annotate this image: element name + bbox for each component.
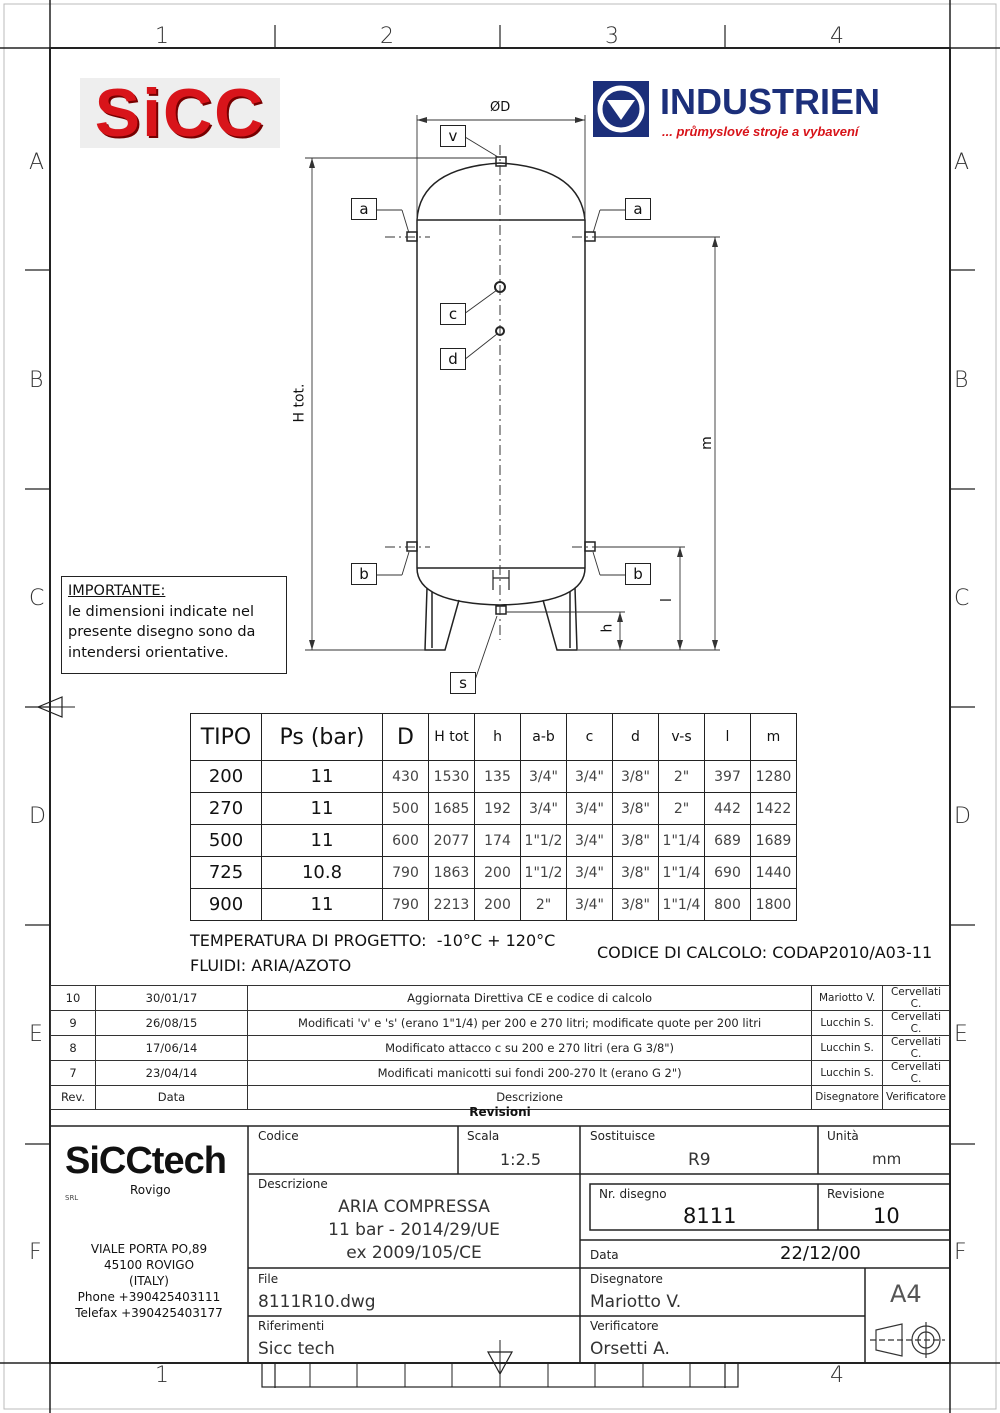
spec-cell: 3/4"	[521, 761, 567, 793]
data-value: 22/12/00	[780, 1243, 861, 1264]
zone-col-2: 2	[380, 24, 394, 49]
spec-header: H tot	[429, 714, 475, 761]
nr-disegno-label: Nr. disegno	[599, 1187, 667, 1201]
sicc-logo-text: SiCC	[94, 75, 266, 151]
spec-cell: 430	[383, 761, 429, 793]
revision-cell: Modificati manicotti sui fondi 200-270 lt (erano G 2")	[248, 1061, 812, 1086]
spec-cell: 725	[191, 857, 262, 889]
spec-header: a-b	[521, 714, 567, 761]
zone-row-a: A	[29, 150, 45, 175]
company-city: Rovigo	[130, 1183, 171, 1197]
spec-cell: 3/8"	[613, 761, 659, 793]
spec-cell: 1280	[751, 761, 797, 793]
spec-header: TIPO	[191, 714, 262, 761]
revisions-title: Revisioni	[469, 1105, 531, 1119]
address-line: VIALE PORTA PO,89	[90, 1242, 208, 1256]
spec-cell: 200	[475, 857, 521, 889]
design-temperature: TEMPERATURA DI PROGETTO: -10°C + 120°C	[190, 931, 556, 950]
nr-disegno-value: 8111	[683, 1204, 737, 1228]
revision-cell: 30/01/17	[96, 986, 248, 1011]
dim-h-tot: H tot.	[291, 383, 308, 423]
spec-cell: 500	[191, 825, 262, 857]
spec-cell: 11	[262, 761, 383, 793]
spec-cell: 1685	[429, 793, 475, 825]
spec-cell: 1"1/4	[659, 825, 705, 857]
spec-cell: 3/4"	[567, 857, 613, 889]
spec-cell: 2"	[659, 761, 705, 793]
spec-cell: 690	[705, 857, 751, 889]
address-phone: Phone +390425403111	[77, 1290, 221, 1304]
revision-cell: 9	[51, 1011, 96, 1036]
data-label: Data	[590, 1248, 619, 1262]
verificatore-value: Orsetti A.	[590, 1339, 670, 1359]
revision-header: Data	[96, 1086, 248, 1110]
spec-cell: 10.8	[262, 857, 383, 889]
riferimenti-value: Sicc tech	[258, 1339, 335, 1359]
label-b-left: b	[351, 563, 377, 585]
zone-col-4: 4	[830, 24, 844, 49]
dim-diameter: ØD	[490, 100, 511, 115]
spec-cell: 2077	[429, 825, 475, 857]
revision-header: Disegnatore	[812, 1086, 883, 1110]
projection-symbol-icon	[870, 1322, 945, 1358]
spec-cell: 3/8"	[613, 793, 659, 825]
dim-l: l	[658, 598, 675, 602]
revision-cell: Aggiornata Direttiva CE e codice di calcolo	[248, 986, 812, 1011]
revisione-label: Revisione	[827, 1187, 885, 1201]
sicctech-name: SiCCtech	[65, 1140, 226, 1182]
address-line: 45100 ROVIGO	[103, 1258, 195, 1272]
descrizione-label: Descrizione	[258, 1177, 328, 1191]
spec-cell: 200	[191, 761, 262, 793]
revisione-value: 10	[873, 1204, 900, 1228]
spec-header: Ps (bar)	[262, 714, 383, 761]
spec-cell: 900	[191, 889, 262, 921]
calculation-code: CODICE DI CALCOLO: CODAP2010/A03-11	[597, 943, 933, 962]
spec-header: d	[613, 714, 659, 761]
zone-row-b: B	[29, 368, 44, 393]
industrien-tagline: ... průmyslové stroje a vybavení	[662, 124, 859, 139]
zone-row-d-right: D	[954, 804, 971, 829]
revision-cell: Lucchin S.	[812, 1036, 883, 1061]
zone-row-a-right: A	[954, 150, 970, 175]
revision-cell: Lucchin S.	[812, 1061, 883, 1086]
spec-cell: 3/8"	[613, 857, 659, 889]
note-title: IMPORTANTE:	[68, 583, 166, 599]
revision-header: Verificatore	[883, 1086, 950, 1110]
scala-label: Scala	[467, 1129, 500, 1143]
codice-label: Codice	[258, 1129, 299, 1143]
format-value: A4	[890, 1280, 922, 1308]
spec-header: c	[567, 714, 613, 761]
spec-header: h	[475, 714, 521, 761]
descrizione-line: ex 2009/105/CE	[346, 1243, 482, 1263]
spec-header: l	[705, 714, 751, 761]
file-label: File	[258, 1272, 279, 1286]
spec-cell: 135	[475, 761, 521, 793]
revision-cell: 7	[51, 1061, 96, 1086]
spec-cell: 3/4"	[567, 825, 613, 857]
spec-cell: 11	[262, 793, 383, 825]
spec-cell: 1530	[429, 761, 475, 793]
spec-cell: 3/4"	[567, 889, 613, 921]
zone-col-1-bottom: 1	[155, 1363, 169, 1388]
label-v: v	[440, 125, 466, 147]
sostituisce-value: R9	[688, 1150, 711, 1170]
spec-cell: 1"1/4	[659, 889, 705, 921]
label-a-left: a	[351, 198, 377, 220]
spec-cell: 500	[383, 793, 429, 825]
company-address	[50, 1241, 248, 1321]
zone-row-b-right: B	[954, 368, 969, 393]
revision-cell: Cervellati C.	[883, 1011, 950, 1036]
zone-row-c-right: C	[954, 586, 970, 611]
spec-cell: 1863	[429, 857, 475, 889]
descrizione-line: 11 bar - 2014/29/UE	[328, 1220, 500, 1240]
spec-cell: 2"	[659, 793, 705, 825]
spec-cell: 192	[475, 793, 521, 825]
note-line-1: le dimensioni indicate nel	[68, 603, 254, 620]
label-d: d	[440, 348, 466, 370]
spec-cell: 1689	[751, 825, 797, 857]
label-b-right: b	[625, 563, 651, 585]
revision-cell: 8	[51, 1036, 96, 1061]
spec-cell: 200	[475, 889, 521, 921]
fluids: FLUIDI: ARIA/AZOTO	[190, 956, 352, 975]
scala-value: 1:2.5	[500, 1150, 542, 1169]
spec-header: D	[383, 714, 429, 761]
revision-cell: Modificati 'v' e 's' (erano 1"1/4) per 200 e 270 litri; modificate quote per 200 litri	[248, 1011, 812, 1036]
revision-cell: Lucchin S.	[812, 1011, 883, 1036]
zone-col-1: 1	[155, 24, 169, 49]
label-a-right: a	[625, 198, 651, 220]
zone-row-e: E	[29, 1022, 43, 1047]
zone-row-d: D	[29, 804, 46, 829]
sicctech-suffix: SRL	[65, 1194, 79, 1202]
revision-cell: 10	[51, 986, 96, 1011]
spec-cell: 11	[262, 825, 383, 857]
descrizione-line: ARIA COMPRESSA	[338, 1197, 490, 1217]
spec-header: v-s	[659, 714, 705, 761]
spec-cell: 270	[191, 793, 262, 825]
spec-cell: 2213	[429, 889, 475, 921]
address-line: (ITALY)	[129, 1274, 169, 1288]
spec-cell: 1422	[751, 793, 797, 825]
unita-label: Unità	[827, 1129, 859, 1143]
spec-cell: 11	[262, 889, 383, 921]
spec-cell: 790	[383, 857, 429, 889]
zone-row-e-right: E	[954, 1022, 968, 1047]
revision-cell: 17/06/14	[96, 1036, 248, 1061]
spec-cell: 3/8"	[613, 889, 659, 921]
zone-row-f: F	[29, 1240, 42, 1265]
riferimenti-label: Riferimenti	[258, 1319, 325, 1333]
address-fax: Telefax +390425403177	[75, 1306, 223, 1320]
revision-header: Rev.	[51, 1086, 96, 1110]
spec-cell: 800	[705, 889, 751, 921]
unita-value: mm	[872, 1150, 902, 1168]
spec-cell: 2"	[521, 889, 567, 921]
spec-cell: 600	[383, 825, 429, 857]
disegnatore-label: Disegnatore	[590, 1272, 663, 1286]
disegnatore-value: Mariotto V.	[590, 1292, 682, 1312]
file-value: 8111R10.dwg	[258, 1292, 376, 1312]
spec-cell: 1"1/2	[521, 825, 567, 857]
spec-cell: 1440	[751, 857, 797, 889]
spec-cell: 790	[383, 889, 429, 921]
revision-header: Descrizione	[248, 1086, 812, 1110]
zone-col-3: 3	[605, 24, 619, 49]
zone-row-c: C	[29, 586, 45, 611]
dim-h: h	[599, 623, 616, 633]
revision-cell: Cervellati C.	[883, 1036, 950, 1061]
zone-col-4-bottom: 4	[830, 1363, 844, 1388]
revision-cell: 26/08/15	[96, 1011, 248, 1036]
spec-cell: 3/8"	[613, 825, 659, 857]
revision-cell: Cervellati C.	[883, 1061, 950, 1086]
spec-cell: 3/4"	[567, 793, 613, 825]
descrizione-value	[248, 1196, 580, 1265]
verificatore-label: Verificatore	[590, 1319, 659, 1333]
note-line-2: presente disegno sono da	[68, 624, 256, 640]
spec-cell: 1"1/4	[659, 857, 705, 889]
spec-cell: 689	[705, 825, 751, 857]
revision-cell: 23/04/14	[96, 1061, 248, 1086]
spec-cell: 442	[705, 793, 751, 825]
revision-cell: Mariotto V.	[812, 986, 883, 1011]
note-line-3: intendersi orientative.	[68, 644, 229, 661]
label-s: s	[450, 672, 476, 694]
zone-row-f-right: F	[954, 1240, 967, 1265]
spec-cell: 1"1/2	[521, 857, 567, 889]
spec-cell: 3/4"	[521, 793, 567, 825]
industrien-name: INDUSTRIEN	[660, 81, 881, 122]
revision-cell: Modificato attacco c su 200 e 270 litri (era G 3/8")	[248, 1036, 812, 1061]
spec-cell: 397	[705, 761, 751, 793]
spec-cell: 3/4"	[567, 761, 613, 793]
spec-cell: 1800	[751, 889, 797, 921]
label-c: c	[440, 303, 466, 325]
revision-cell: Cervellati C.	[883, 986, 950, 1011]
spec-cell: 174	[475, 825, 521, 857]
spec-header: m	[751, 714, 797, 761]
dim-m: m	[698, 436, 715, 450]
sostituisce-label: Sostituisce	[590, 1129, 656, 1143]
